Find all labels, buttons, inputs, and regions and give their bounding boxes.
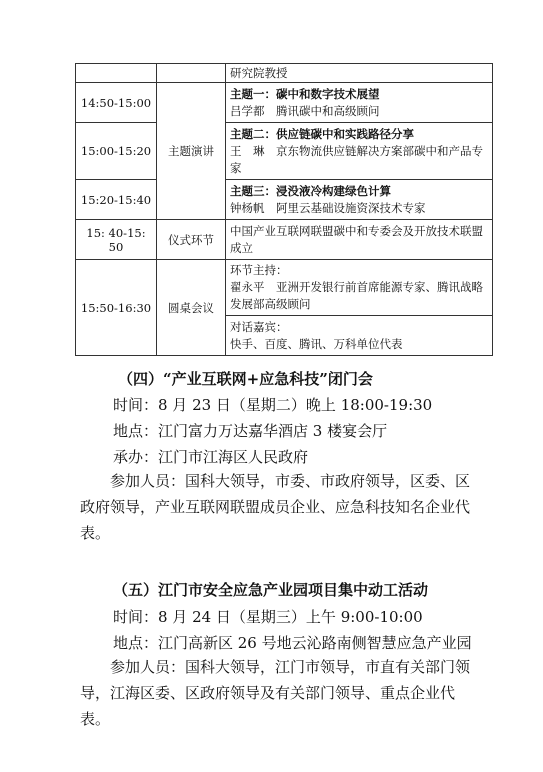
section-4-host: 承办：江门市江海区人民政府 [113, 448, 309, 466]
table-row [76, 64, 493, 83]
section-5-attendees: 参加人员：国科大领导，江门市领导，市直有关部门领导，江海区委、区政府领导及有关部门领导、重点企业代表。 [80, 658, 471, 728]
topic-title: 主题二：供应链碳中和实践路径分享 [230, 126, 414, 141]
speaker-info: 王 琳 京东物流供应链解决方案部碳中和产品专家 [230, 143, 483, 175]
speaker-info: 钟杨帆 阿里云基础设施资深技术专家 [230, 200, 426, 215]
section-4-heading: （四）“产业互联网+应急科技”闭门会 [118, 370, 373, 388]
time-cell: 15:20-15:40 [76, 180, 157, 220]
time-cell: 14:50-15:00 [76, 83, 157, 123]
table-row [76, 83, 493, 123]
table-row [76, 260, 493, 316]
content-cell: 中国产业互联网联盟碳中和专委会及开放技术联盟成立 [226, 220, 493, 260]
content-cell [226, 180, 493, 220]
time-cell: 15:50-16:30 [76, 260, 157, 356]
guests-label: 对话嘉宾： [230, 319, 288, 334]
time-cell: 15: 40-15: 50 [76, 220, 157, 260]
section-5-place: 地点：江门高新区 26 号地云沁路南侧智慧应急产业园 [113, 634, 472, 652]
guests-info: 快手、百度、腾讯、万科单位代表 [230, 336, 403, 351]
content-cell [226, 260, 493, 316]
schedule-table [75, 63, 493, 356]
time-cell [76, 64, 157, 83]
content-cell [226, 316, 493, 356]
host-info: 翟永平 亚洲开发银行前首席能源专家、腾讯战略发展部高级顾问 [230, 280, 483, 311]
time-cell: 15:00-15:20 [76, 123, 157, 180]
section-4-place: 地点：江门富力万达嘉华酒店 3 楼宴会厅 [113, 422, 388, 440]
table-row [76, 123, 493, 180]
speaker-info: 吕学都 腾讯碳中和高级顾问 [230, 103, 380, 118]
content-cell [226, 123, 493, 180]
section-5-heading: （五）江门市安全应急产业园项目集中动工活动 [113, 581, 429, 599]
content-cell: 研究院教授 [226, 64, 493, 83]
module-cell: 主题演讲 [157, 83, 226, 220]
module-cell: 圆桌会议 [157, 260, 226, 356]
host-label: 环节主持： [230, 263, 288, 277]
section-4-attendees: 参加人员：国科大领导，市委、市政府领导，区委、区政府领导，产业互联网联盟成员企业、应急科技知名企业代表。 [80, 472, 471, 542]
module-cell: 仪式环节 [157, 220, 226, 260]
topic-title: 主题一：碳中和数字技术展望 [230, 86, 380, 101]
table-row [76, 220, 493, 260]
module-cell [157, 64, 226, 83]
content-cell [226, 83, 493, 123]
table-row [76, 180, 493, 220]
topic-title: 主题三：浸没液冷构建绿色计算 [230, 183, 391, 198]
section-4-time: 时间：8 月 23 日（星期二）晚上 18:00-19:30 [113, 396, 433, 414]
section-5-time: 时间：8 月 24 日（星期三）上午 9:00-10:00 [113, 608, 423, 626]
